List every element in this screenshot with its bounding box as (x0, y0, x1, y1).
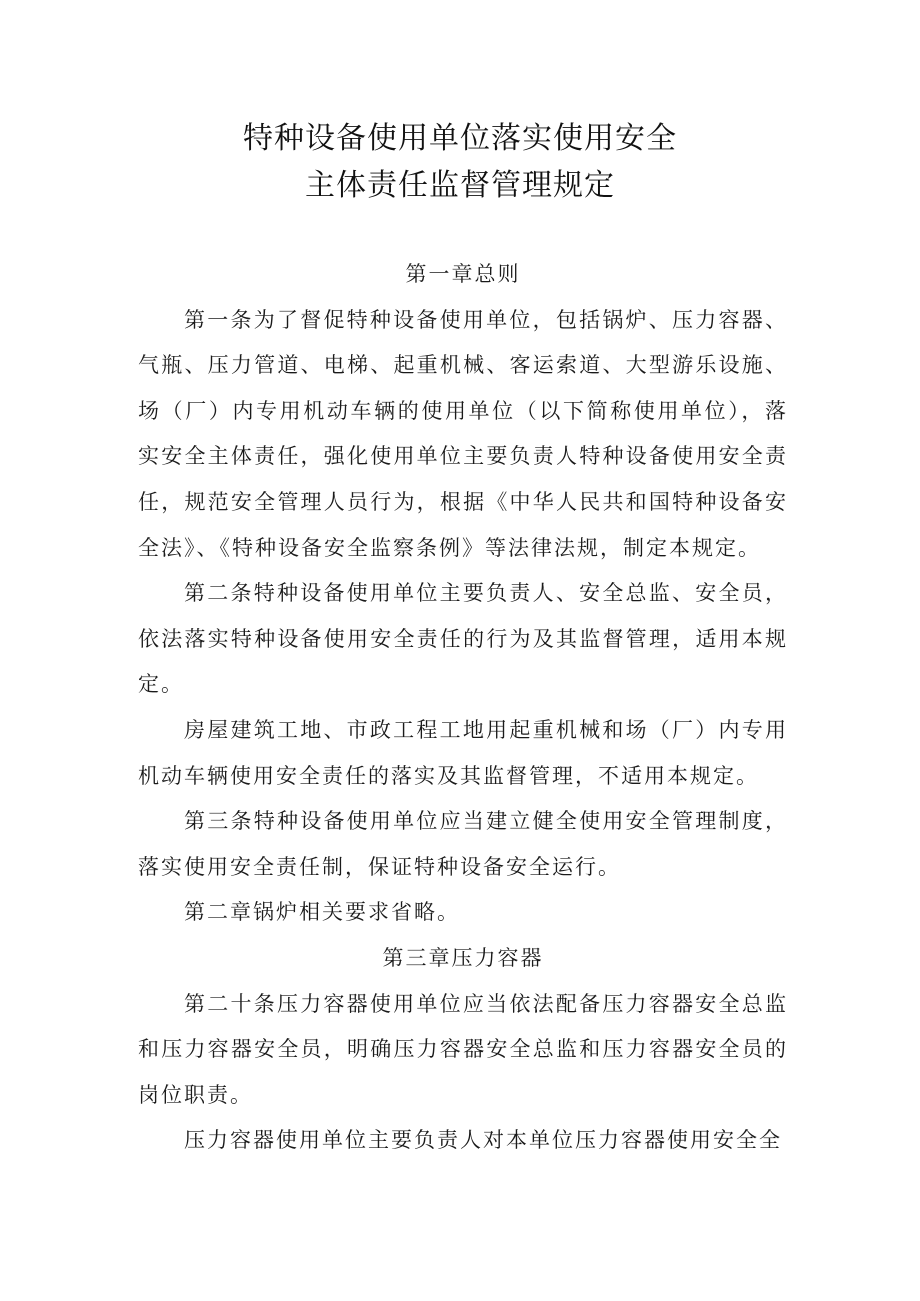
chapter-note: 第二章锅炉相关要求省略。 (184, 900, 460, 925)
article-paragraph: 房屋建筑工地、市政工程工地用起重机械和场（厂）内专用机动车辆使用安全责任的落实及其监督管理，不适用本规定。 (138, 717, 788, 788)
chapter-heading: 第三章压力容器 (382, 945, 544, 970)
article-paragraph: 压力容器使用单位主要负责人对本单位压力容器使用安全全 (184, 1128, 782, 1153)
document-title-line-2: 主体责任监督管理规定 (305, 168, 615, 203)
article-paragraph: 第一条为了督促特种设备使用单位，包括锅炉、压力容器、气瓶、压力管道、电梯、起重机械、客运索道、大型游乐设施、场（厂）内专用机动车辆的使用单位（以下简称使用单位），落实安全主体责任，强化使用单位主要负责人特种设备使用安全责任，规范安全管理人员行为，根据《中华人民共和国特种设备安全法》、《特种设备安全监察条例》等法律法规，制定本规定。 (138, 307, 788, 560)
chapter-heading: 第一章总则 (405, 262, 521, 286)
article-paragraph: 第二条特种设备使用单位主要负责人、安全总监、安全员，依法落实特种设备使用安全责任的行为及其监督管理，适用本规定。 (138, 581, 788, 697)
document-title-line-1: 特种设备使用单位落实使用安全 (243, 121, 677, 156)
document-body (138, 252, 788, 1164)
article-paragraph: 第三条特种设备使用单位应当建立健全使用安全管理制度，落实使用安全责任制，保证特种设备安全运行。 (138, 809, 788, 879)
article-paragraph: 第二十条压力容器使用单位应当依法配备压力容器安全总监和压力容器安全员，明确压力容器安全总监和压力容器安全员的岗位职责。 (138, 991, 788, 1107)
